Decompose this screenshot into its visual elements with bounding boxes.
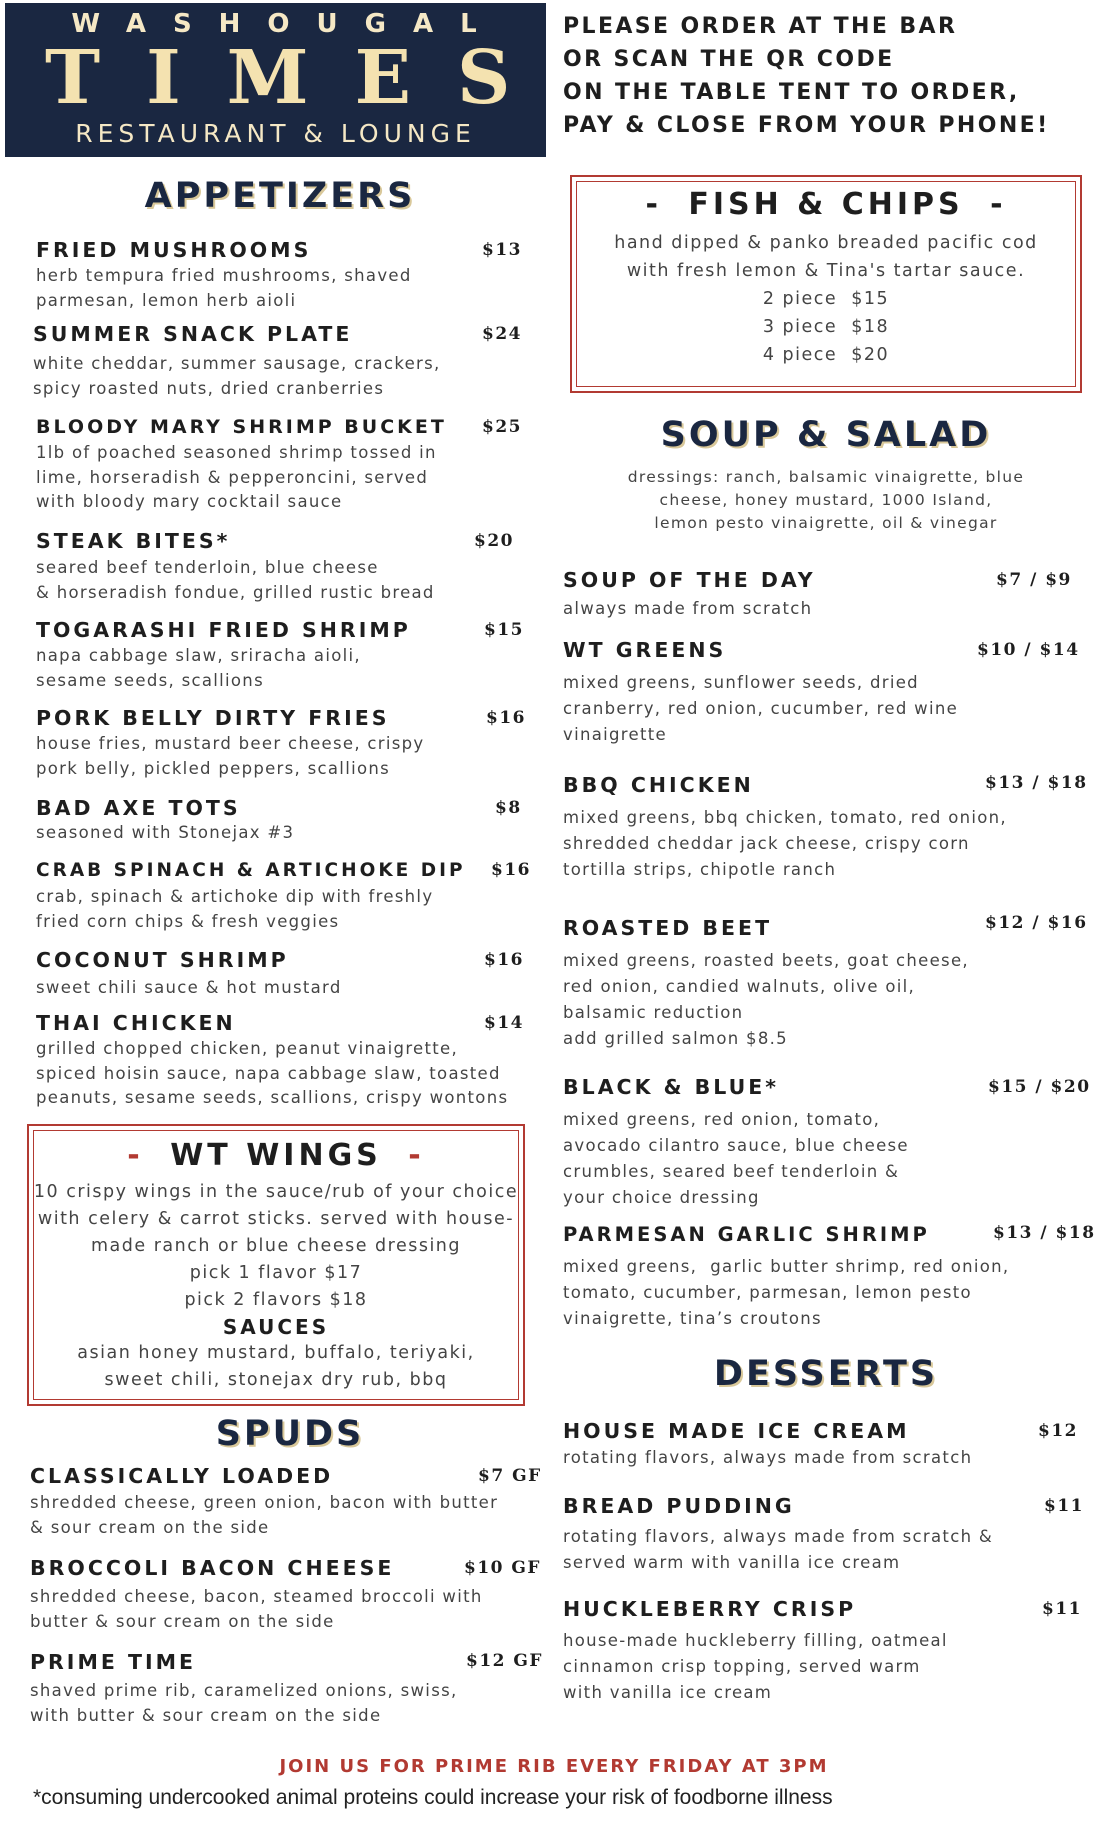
- desc-line: red onion, candied walnuts, olive oil,: [563, 977, 916, 996]
- item-description: [36, 441, 531, 515]
- item-name: HUCKLEBERRY CRISP: [563, 1597, 857, 1621]
- dash: -: [990, 187, 1007, 222]
- item-description: [563, 805, 1103, 883]
- wings-line: made ranch or blue cheese dressing: [90, 1236, 462, 1256]
- item-name: PORK BELLY DIRTY FRIES: [36, 706, 390, 730]
- item-price: $15: [484, 620, 524, 640]
- food-safety-disclaimer: *consuming undercooked animal proteins could increase your risk of foodborne illness: [33, 1786, 833, 1809]
- item-description: [36, 732, 526, 781]
- wings-box: [27, 1124, 525, 1406]
- dressings-list: [570, 466, 1082, 535]
- item-description: [563, 1628, 1103, 1706]
- dash: -: [645, 187, 662, 222]
- menu-item-bread-pudding: [563, 1494, 1103, 1576]
- item-price: $14: [484, 1013, 524, 1033]
- item-description: [36, 556, 526, 605]
- item-price: $11: [1042, 1599, 1082, 1619]
- desc-line: tortilla strips, chipotle ranch: [563, 860, 837, 879]
- item-description: [563, 597, 1103, 622]
- item-name: PARMESAN GARLIC SHRIMP: [563, 1223, 930, 1246]
- item-price: $16: [486, 708, 526, 728]
- fish-line: with fresh lemon & Tina's tartar sauce.: [626, 261, 1026, 281]
- desc-line: mixed greens, red onion, tomato,: [563, 1110, 881, 1129]
- menu-item-broccoli-bacon-cheese: [30, 1556, 540, 1634]
- fish-price-line: 4 piece $20: [762, 345, 890, 365]
- item-name: FRIED MUSHROOMS: [36, 238, 312, 262]
- desc-line: mixed greens, sunflower seeds, dried: [563, 673, 919, 692]
- item-price: $20: [474, 531, 514, 551]
- menu-item-roasted-beet: [563, 913, 1103, 1052]
- desc-line: peanuts, sesame seeds, scallions, crispy wontons: [36, 1088, 509, 1107]
- item-price: $15 / $20: [988, 1077, 1091, 1097]
- item-description: [563, 1524, 1103, 1576]
- item-price: $12 GF: [466, 1651, 543, 1671]
- desc-line: fried corn chips & fresh veggies: [36, 911, 340, 931]
- desc-line: vinaigrette, tina’s croutons: [563, 1309, 822, 1328]
- item-description: [36, 821, 526, 846]
- item-description: [36, 1037, 536, 1111]
- desc-line: avocado cilantro sauce, blue cheese: [563, 1136, 909, 1155]
- desc-line: mixed greens, bbq chicken, tomato, red onion,: [563, 808, 1007, 827]
- fish-heading: [572, 187, 1080, 222]
- order-instructions: [563, 10, 1103, 142]
- item-price: $12 / $16: [985, 913, 1088, 933]
- wings-line: 10 crispy wings in the sauce/rub of your choice: [33, 1182, 519, 1202]
- order-line: PAY & CLOSE FROM YOUR PHONE!: [563, 113, 1050, 138]
- item-description: [563, 670, 1103, 748]
- desc-line: napa cabbage slaw, sriracha aioli,: [36, 646, 361, 665]
- item-name: ROASTED BEET: [563, 916, 773, 940]
- desc-line: 1lb of poached seasoned shrimp tossed in: [36, 443, 437, 462]
- item-description: [563, 1446, 1103, 1471]
- desc-line: seasoned with Stonejax #3: [36, 823, 295, 842]
- fish-content: [572, 187, 1080, 369]
- wings-price-line: pick 1 flavor $17: [189, 1263, 363, 1283]
- desc-line: crumbles, seared beef tenderloin &: [563, 1162, 900, 1181]
- menu-item-pork-belly-dirty-fries: [36, 706, 526, 781]
- fish-title: FISH & CHIPS: [688, 187, 964, 222]
- prime-rib-promo: JOIN US FOR PRIME RIB EVERY FRIDAY AT 3PM: [279, 1756, 829, 1777]
- desc-line: tomato, cucumber, parmesan, lemon pesto: [563, 1283, 972, 1302]
- desserts-heading: DESSERTS: [713, 1354, 939, 1394]
- desc-line: seared beef tenderloin, blue cheese: [36, 558, 379, 577]
- desc-line: butter & sour cream on the side: [30, 1611, 335, 1631]
- item-description: [36, 644, 526, 693]
- item-name: COCONUT SHRIMP: [36, 948, 289, 972]
- item-price: $7 / $9: [996, 570, 1072, 590]
- item-name: CRAB SPINACH & ARTICHOKE DIP: [36, 860, 466, 881]
- item-description: [563, 948, 1103, 1052]
- desc-line: house-made huckleberry filling, oatmeal: [563, 1631, 948, 1650]
- desc-line: & sour cream on the side: [30, 1517, 270, 1537]
- menu-item-black-and-blue: [563, 1075, 1103, 1211]
- item-name: STEAK BITES*: [36, 529, 231, 553]
- desc-line: served warm with vanilla ice cream: [563, 1553, 901, 1572]
- fish-and-chips-box: [570, 175, 1082, 393]
- menu-item-bloody-mary-shrimp-bucket: [36, 416, 531, 515]
- desc-line: sweet chili sauce & hot mustard: [36, 978, 342, 997]
- item-price: $16: [491, 860, 531, 880]
- item-description: [563, 1254, 1103, 1332]
- dressings-line: cheese, honey mustard, 1000 Island,: [659, 491, 993, 509]
- order-line: PLEASE ORDER AT THE BAR: [563, 14, 958, 39]
- order-line: OR SCAN THE QR CODE: [563, 47, 895, 72]
- item-name: WT GREENS: [563, 638, 727, 662]
- menu-item-classically-loaded: [30, 1464, 540, 1540]
- dash: -: [127, 1138, 144, 1173]
- item-name: BLOODY MARY SHRIMP BUCKET: [36, 416, 447, 438]
- item-name: TOGARASHI FRIED SHRIMP: [36, 618, 411, 642]
- item-price: $8: [495, 798, 522, 818]
- dressings-line: lemon pesto vinaigrette, oil & vinegar: [654, 514, 998, 532]
- menu-item-coconut-shrimp: [36, 948, 526, 1001]
- menu-item-parmesan-garlic-shrimp: [563, 1223, 1103, 1332]
- item-price: $25: [482, 417, 522, 437]
- desc-line: sesame seeds, scallions: [36, 670, 264, 690]
- desc-line: with butter & sour cream on the side: [30, 1705, 382, 1725]
- item-price: $10 / $14: [977, 640, 1080, 660]
- desc-line: herb tempura fried mushrooms, shaved: [36, 266, 412, 285]
- menu-item-house-made-ice-cream: [563, 1419, 1103, 1471]
- item-name: CLASSICALLY LOADED: [30, 1464, 334, 1488]
- desc-line: with bloody mary cocktail sauce: [36, 492, 343, 511]
- logo-sub-text: RESTAURANT & LOUNGE: [75, 119, 476, 148]
- menu-item-steak-bites: [36, 529, 526, 605]
- item-name: BAD AXE TOTS: [36, 796, 241, 820]
- logo-top-text: WASHOUGAL: [71, 9, 504, 39]
- item-description: [36, 264, 526, 313]
- desc-line: add grilled salmon $8.5: [563, 1029, 788, 1048]
- item-price: $12: [1038, 1421, 1078, 1441]
- item-name: PRIME TIME: [30, 1650, 196, 1674]
- desc-line: vinaigrette: [563, 725, 667, 744]
- fish-line: hand dipped & panko breaded pacific cod: [614, 233, 1038, 253]
- desc-line: your choice dressing: [563, 1188, 760, 1207]
- item-description: [563, 1107, 1103, 1211]
- wings-title: WT WINGS: [170, 1138, 382, 1173]
- desc-line: always made from scratch: [563, 599, 813, 618]
- menu-item-summer-snack-plate: [33, 322, 528, 401]
- desc-line: shaved prime rib, caramelized onions, swiss,: [30, 1681, 458, 1700]
- item-price: $24: [482, 324, 522, 344]
- menu-item-bbq-chicken: [563, 773, 1103, 883]
- menu-item-crab-spinach-artichoke-dip: [36, 860, 536, 934]
- desc-line: balsamic reduction: [563, 1003, 744, 1022]
- desc-line: rotating flavors, always made from scratch: [563, 1448, 973, 1467]
- desc-line: mixed greens, roasted beets, goat cheese,: [563, 951, 969, 970]
- menu-item-soup-of-the-day: [563, 568, 1103, 622]
- restaurant-logo: [5, 3, 557, 157]
- menu-item-wt-greens: [563, 638, 1103, 748]
- item-name: BROCCOLI BACON CHEESE: [30, 1556, 395, 1580]
- desc-line: cinnamon crisp topping, served warm: [563, 1657, 921, 1676]
- menu-item-togarashi-fried-shrimp: [36, 618, 526, 693]
- desc-line: & horseradish fondue, grilled rustic bread: [36, 582, 435, 602]
- sauces-line: asian honey mustard, buffalo, teriyaki,: [77, 1343, 475, 1363]
- desc-line: house fries, mustard beer cheese, crispy: [36, 734, 425, 753]
- desc-line: spicy roasted nuts, dried cranberries: [33, 378, 385, 398]
- item-description: [30, 1585, 540, 1634]
- item-description: [36, 976, 526, 1001]
- menu-item-prime-time: [30, 1650, 543, 1728]
- item-description: [36, 885, 536, 934]
- menu-item-bad-axe-tots: [36, 796, 526, 846]
- dressings-line: dressings: ranch, balsamic vinaigrette, blue: [627, 468, 1025, 486]
- order-line: ON THE TABLE TENT TO ORDER,: [563, 80, 1020, 105]
- item-price: $13 / $18: [993, 1223, 1096, 1243]
- item-description: [30, 1491, 540, 1540]
- soup-salad-heading: SOUP & SALAD: [660, 415, 992, 455]
- item-price: $7 GF: [478, 1466, 542, 1486]
- desc-line: rotating flavors, always made from scratch &: [563, 1527, 994, 1546]
- desc-line: spiced hoisin sauce, napa cabbage slaw, toasted: [36, 1063, 501, 1083]
- desc-line: white cheddar, summer sausage, crackers,: [33, 354, 441, 373]
- desc-line: mixed greens, garlic butter shrimp, red onion,: [563, 1257, 1010, 1276]
- item-name: THAI CHICKEN: [36, 1011, 236, 1035]
- wings-price-line: pick 2 flavors $18: [184, 1290, 368, 1310]
- wings-description: [29, 1179, 523, 1314]
- item-name: BREAD PUDDING: [563, 1494, 795, 1518]
- item-description: [33, 352, 528, 401]
- dash: -: [408, 1138, 425, 1173]
- item-name: SUMMER SNACK PLATE: [33, 322, 353, 346]
- wings-heading: [29, 1138, 523, 1173]
- menu-item-fried-mushrooms: [36, 238, 526, 313]
- sauces-line: sweet chili, stonejax dry rub, bbq: [104, 1370, 448, 1390]
- desc-line: grilled chopped chicken, peanut vinaigrette,: [36, 1039, 459, 1058]
- menu-item-thai-chicken: [36, 1011, 536, 1111]
- spuds-heading: SPUDS: [215, 1414, 365, 1454]
- desc-line: shredded cheese, bacon, steamed broccoli with: [30, 1587, 483, 1606]
- item-name: BLACK & BLUE*: [563, 1075, 779, 1099]
- item-name: SOUP OF THE DAY: [563, 568, 816, 592]
- desc-line: pork belly, pickled peppers, scallions: [36, 758, 391, 778]
- item-name: HOUSE MADE ICE CREAM: [563, 1419, 910, 1443]
- desc-line: shredded cheese, green onion, bacon with butter: [30, 1493, 499, 1512]
- menu-item-huckleberry-crisp: [563, 1597, 1103, 1706]
- desc-line: crab, spinach & artichoke dip with freshly: [36, 887, 434, 906]
- fish-price-line: 2 piece $15: [762, 289, 890, 309]
- wings-line: with celery & carrot sticks. served with house-: [37, 1209, 515, 1229]
- item-name: BBQ CHICKEN: [563, 773, 754, 797]
- desc-line: with vanilla ice cream: [563, 1683, 773, 1702]
- fish-description: [572, 229, 1080, 369]
- desc-line: cranberry, red onion, cucumber, red wine: [563, 699, 959, 718]
- sauces-heading: SAUCES: [222, 1315, 330, 1339]
- fish-price-line: 3 piece $18: [762, 317, 890, 337]
- desc-line: parmesan, lemon herb aioli: [36, 290, 297, 310]
- wings-content: [29, 1138, 523, 1394]
- desc-line: shredded cheddar jack cheese, crispy corn: [563, 834, 970, 853]
- appetizers-heading: APPETIZERS: [144, 176, 416, 216]
- item-price: $10 GF: [464, 1558, 541, 1578]
- logo-main-text: TIMES: [45, 35, 557, 121]
- item-price: $13 / $18: [985, 773, 1088, 793]
- desc-line: lime, horseradish & pepperoncini, served: [36, 467, 429, 487]
- item-price: $16: [484, 950, 524, 970]
- item-description: [30, 1679, 540, 1728]
- item-price: $11: [1044, 1496, 1084, 1516]
- item-price: $13: [482, 240, 522, 260]
